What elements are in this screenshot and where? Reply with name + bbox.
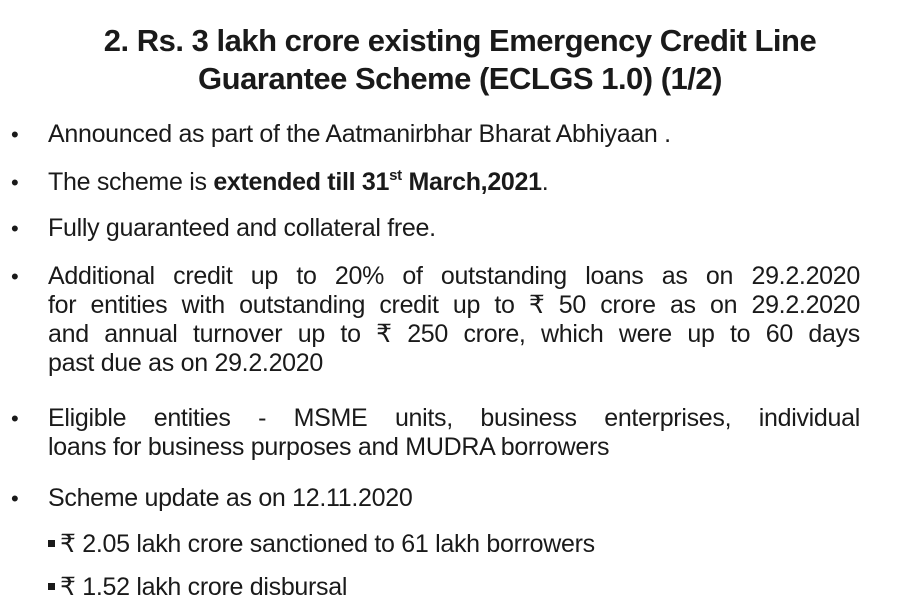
bullet-dot-icon: • bbox=[11, 406, 19, 431]
bullet-text-line: Eligible entities - MSME units, business enterprises, individual bbox=[48, 404, 860, 432]
sub-bullet-sanctioned bbox=[48, 530, 860, 559]
bullet-text bbox=[48, 404, 860, 462]
slide-title-line-2: Guarantee Scheme (ECLGS 1.0) (1/2) bbox=[198, 61, 722, 96]
sub-bullet-text: ₹ 1.52 lakh crore disbursal bbox=[60, 573, 348, 601]
bullet-text-line: loans for business purposes and MUDRA borrowers bbox=[48, 433, 610, 461]
slide-title bbox=[60, 22, 860, 98]
bullet-dot-icon: • bbox=[11, 486, 19, 511]
bullet-text bbox=[48, 262, 860, 378]
bullet-text-prefix: The scheme is bbox=[48, 168, 214, 196]
bullet-text-line: past due as on 29.2.2020 bbox=[48, 349, 323, 377]
sub-bullet-disbursal bbox=[48, 573, 860, 602]
bullet-text-line: for entities with outstanding credit up to ₹ 50 crore as on 29.2.2020 bbox=[48, 291, 860, 319]
bullet-text: Fully guaranteed and collateral free. bbox=[48, 214, 436, 242]
bullet-text-bold: extended till 31 bbox=[213, 168, 390, 196]
bullet-text-bold-date: March,2021 bbox=[401, 168, 542, 196]
bullet-text-suffix: . bbox=[541, 168, 549, 196]
bullet-dot-icon: • bbox=[11, 264, 19, 289]
bullet-dot-icon: • bbox=[11, 216, 19, 241]
bullet-text-line: Additional credit up to 20% of outstanding loans as on 29.2.2020 bbox=[48, 262, 860, 290]
bullet-dot-icon: • bbox=[11, 122, 19, 147]
bullet-text-superscript: st bbox=[389, 167, 402, 184]
sub-bullet-text: ₹ 2.05 lakh crore sanctioned to 61 lakh borrowers bbox=[60, 530, 595, 558]
bullet-text-line: and annual turnover up to ₹ 250 crore, which were up to 60 days bbox=[48, 320, 860, 348]
square-bullet-icon bbox=[48, 583, 55, 590]
bullet-text bbox=[48, 168, 860, 197]
bullet-dot-icon: • bbox=[11, 170, 19, 195]
square-bullet-icon bbox=[48, 540, 55, 547]
slide-title-line-1: 2. Rs. 3 lakh crore existing Emergency Credit Line bbox=[103, 23, 817, 58]
bullet-text: Announced as part of the Aatmanirbhar Bharat Abhiyaan . bbox=[48, 120, 671, 148]
bullet-text: Scheme update as on 12.11.2020 bbox=[48, 484, 413, 512]
